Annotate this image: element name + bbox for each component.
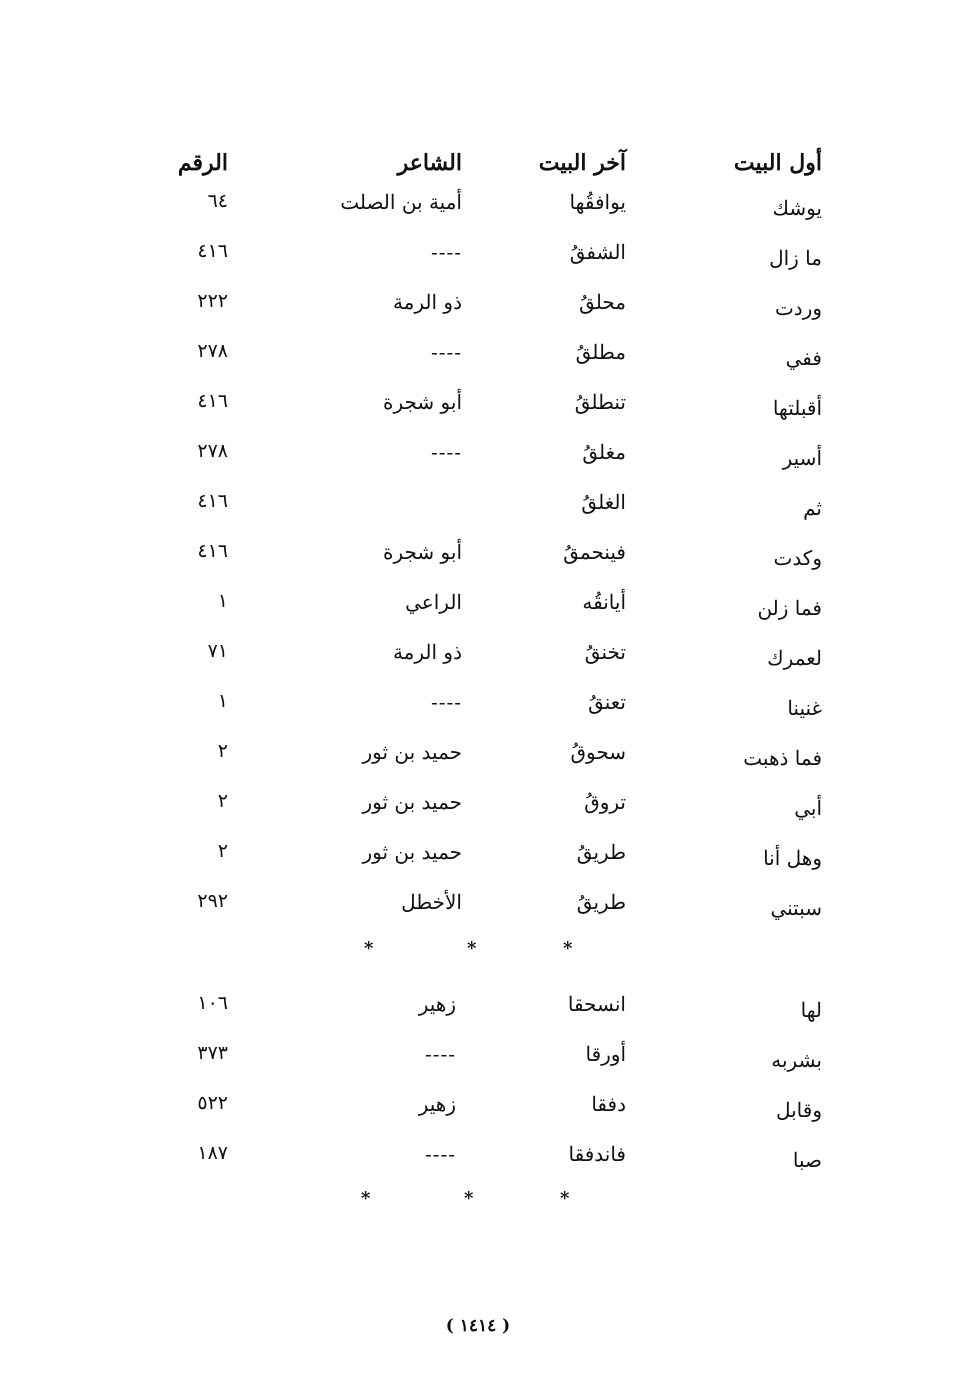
ref-number: ٤١٦ [197,540,228,562]
poet-name: ---- [424,1142,456,1166]
table-row [0,690,956,730]
separator-star: * [467,938,477,959]
last-word: مطلقُ [575,340,626,364]
separator-star: * [560,1188,570,1209]
poet-name: أمية بن الصلت [340,190,462,214]
first-word: وردت [774,296,822,320]
last-word: تروقُ [584,790,626,814]
first-word: صبا [792,1148,822,1172]
table-row [0,1142,956,1182]
last-word: محلقُ [579,290,626,314]
first-word: وقابل [775,1098,822,1122]
poet-name: ---- [430,340,462,364]
first-word: ففي [785,346,822,370]
header-poet: الشاعر [397,150,462,176]
first-word: وهل أنا [763,846,822,870]
ref-number: ٤١٦ [197,390,228,412]
poet-name: حميد بن ثور [362,840,462,864]
poet-name: ذو الرمة [392,290,462,314]
ref-number: ٦٤ [207,190,228,212]
last-word: طريقُ [576,890,626,914]
first-word: لعمرك [767,646,822,670]
poet-name: ---- [430,690,462,714]
first-word: ما زال [769,246,822,270]
separator-star: * [563,938,573,959]
last-word: أورقا [585,1042,626,1066]
last-word: الغلقُ [581,490,626,514]
poet-name: حميد بن ثور [362,790,462,814]
poet-name: حميد بن ثور [362,740,462,764]
table-row [0,290,956,330]
table-row [0,1042,956,1082]
first-word: لها [800,998,822,1022]
last-word: دفقا [591,1092,626,1116]
first-word: يوشك [772,196,822,220]
table-row [0,992,956,1032]
poet-name: زهير [418,992,456,1016]
table-row [0,540,956,580]
ref-number: ٢٧٨ [197,340,228,362]
header-first-verse: أول البيت [733,150,822,176]
separator-star: * [361,1188,371,1209]
ref-number: ١ [217,690,228,712]
table-row [0,790,956,830]
table-row [0,440,956,480]
last-word: الشفقُ [569,240,626,264]
last-word: انسحقا [567,992,626,1016]
last-word: فينحمقُ [563,540,626,564]
first-word: أبي [794,796,822,820]
table-row [0,1092,956,1132]
header-last-verse: آخر البيت [538,150,626,176]
ref-number: ٣٧٣ [197,1042,228,1064]
separator-star: * [364,938,374,959]
ref-number: ٢ [217,840,228,862]
section-separator [0,1188,956,1208]
ref-number: ٥٢٢ [197,1092,228,1114]
section-separator [0,938,956,958]
poet-name: ذو الرمة [392,640,462,664]
last-word: فاندفقا [568,1142,626,1166]
first-word: فما زلن [757,596,822,620]
poet-name: ---- [424,1042,456,1066]
table-row [0,890,956,930]
ref-number: ٢٩٢ [197,890,228,912]
ref-number: ٧١ [207,640,228,662]
table-row [0,190,956,230]
ref-number: ٢٢٢ [197,290,228,312]
poet-name: زهير [418,1092,456,1116]
poet-name: الراعي [405,590,462,614]
poet-name: أبو شجرة [383,540,462,564]
poet-name: الأخطل [401,890,462,914]
table-row [0,340,956,380]
table-row [0,390,956,430]
ref-number: ٤١٦ [197,240,228,262]
first-word: أقبلتها [772,396,822,420]
first-word: سبتني [770,896,822,920]
first-word: ثم [803,496,822,520]
table-row [0,740,956,780]
ref-number: ١ [217,590,228,612]
poet-name: ---- [430,440,462,464]
ref-number: ٢ [217,740,228,762]
first-word: غنينا [787,696,822,720]
table-row [0,590,956,630]
ref-number: ٤١٦ [197,490,228,512]
last-word: سحوقُ [570,740,626,764]
separator-star: * [464,1188,474,1209]
header-number: الرقم [177,150,228,176]
table-row [0,240,956,280]
ref-number: ٢٧٨ [197,440,228,462]
last-word: تعنقُ [588,690,626,714]
first-word: وكدت [773,546,822,570]
ref-number: ٢ [217,790,228,812]
last-word: تخنقُ [584,640,626,664]
last-word: أيانقُه [582,590,626,614]
table-row [0,490,956,530]
first-word: فما ذهبت [743,746,822,770]
page-number: ( ١٤١٤ ) [445,1316,511,1336]
last-word: طريقُ [576,840,626,864]
table-row [0,640,956,680]
poet-name: ---- [430,240,462,264]
last-word: يوافقُها [569,190,626,214]
ref-number: ١٠٦ [197,992,228,1014]
ref-number: ١٨٧ [197,1142,228,1164]
first-word: أسير [782,446,822,470]
last-word: تنطلقُ [574,390,626,414]
poet-name: أبو شجرة [383,390,462,414]
table-header [0,150,956,180]
first-word: بشربه [771,1048,822,1072]
table-row [0,840,956,880]
last-word: مغلقُ [582,440,626,464]
